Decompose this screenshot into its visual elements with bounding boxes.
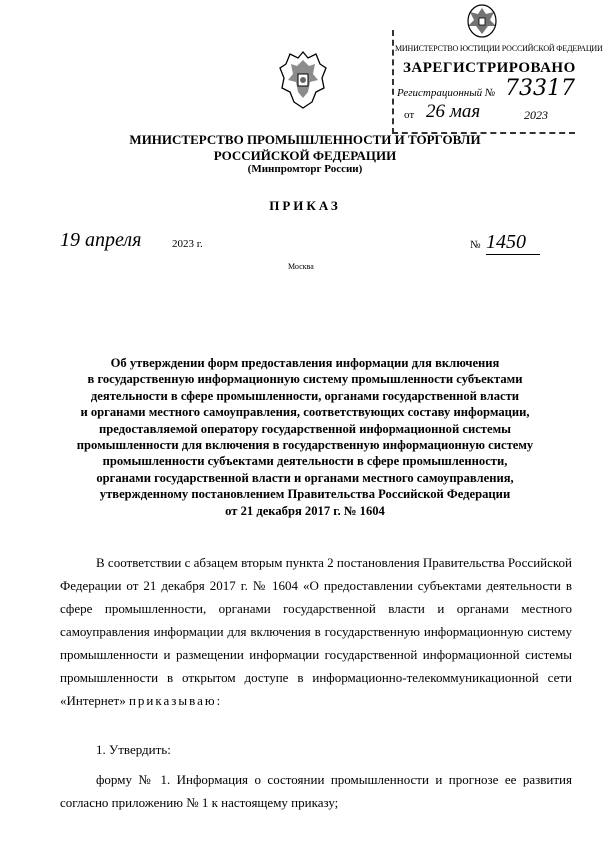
order-verb: приказываю: (128, 693, 223, 708)
order-title: ПРИКАЗ (269, 198, 341, 213)
order-number-sign: № (470, 239, 481, 251)
document-heading (40, 355, 570, 519)
stamp-ministry: МИНИСТЕРСТВО ЮСТИЦИИ РОССИЙСКОЙ ФЕДЕРАЦИИ (395, 44, 603, 53)
order-year: 2023 г. (172, 238, 203, 250)
heading-line: утвержденному постановлением Правительства Российской Федерации (99, 487, 511, 502)
coat-of-arms-icon (276, 48, 330, 114)
ministry-name (70, 132, 540, 164)
stamp-year: 2023 (524, 108, 548, 122)
heading-line: и органами местного самоуправления, соответствующих составу информации, (80, 405, 530, 420)
paragraph: форму № 1. Информация о состоянии промышленности и прогнозе ее развития согласно приложению № 1 к настоящему приказу; (60, 772, 572, 810)
stamp-regnum: 73317 (505, 76, 575, 101)
heading-line: деятельности в сфере промышленности, органами государственной власти (90, 388, 520, 403)
stamp-date-prefix: от (404, 109, 415, 121)
stamp-registered: ЗАРЕГИСТРИРОВАНО (403, 60, 576, 76)
heading-line: в государственную информационную систему промышленности субъектами (87, 372, 523, 387)
ministry-line: МИНИСТЕРСТВО ПРОМЫШЛЕННОСТИ И ТОРГОВЛИ (129, 132, 481, 147)
city: Москва (288, 262, 314, 271)
paragraph (60, 551, 572, 712)
ministry-line: РОССИЙСКОЙ ФЕДЕРАЦИИ (213, 148, 397, 163)
heading-line: Об утверждении форм предоставления информации для включения (110, 356, 500, 370)
heading-line: органами государственной власти и органами местного самоуправления, (96, 470, 514, 485)
heading-line: промышленности для включения в государственную информационную систему (76, 438, 534, 453)
paragraph-text: В соответствии с абзацем вторым пункта 2 постановления Правительства Российской Федерации от 21 декабря 2017 г. № 1604 «О предоставлении субъектами деятельности в сфере промышленности, органами государственной власти и органами местного самоуправления информации для включения в государственную информационную систему промышленности и размещении информации государственной информационной системы промышленности в открытом доступе в информационно-телекоммуникационной сети «Интернет» (60, 555, 572, 708)
heading-line: предоставляемой оператору государственной информационной системы (99, 421, 511, 436)
heading-line: от 21 декабря 2017 г. № 1604 (225, 503, 385, 518)
ministry-short-name: (Минпромторг России) (247, 163, 363, 175)
order-number: 1450 (486, 231, 540, 255)
order-date: 19 апреля (60, 229, 142, 251)
list-item: 1. Утвердить: (96, 742, 171, 757)
stamp-regnum-label: Регистрационный № (397, 87, 496, 99)
heading-line: промышленности субъектами деятельности в сфере промышленности, (102, 454, 508, 469)
stamp-date: 26 мая (426, 101, 481, 122)
